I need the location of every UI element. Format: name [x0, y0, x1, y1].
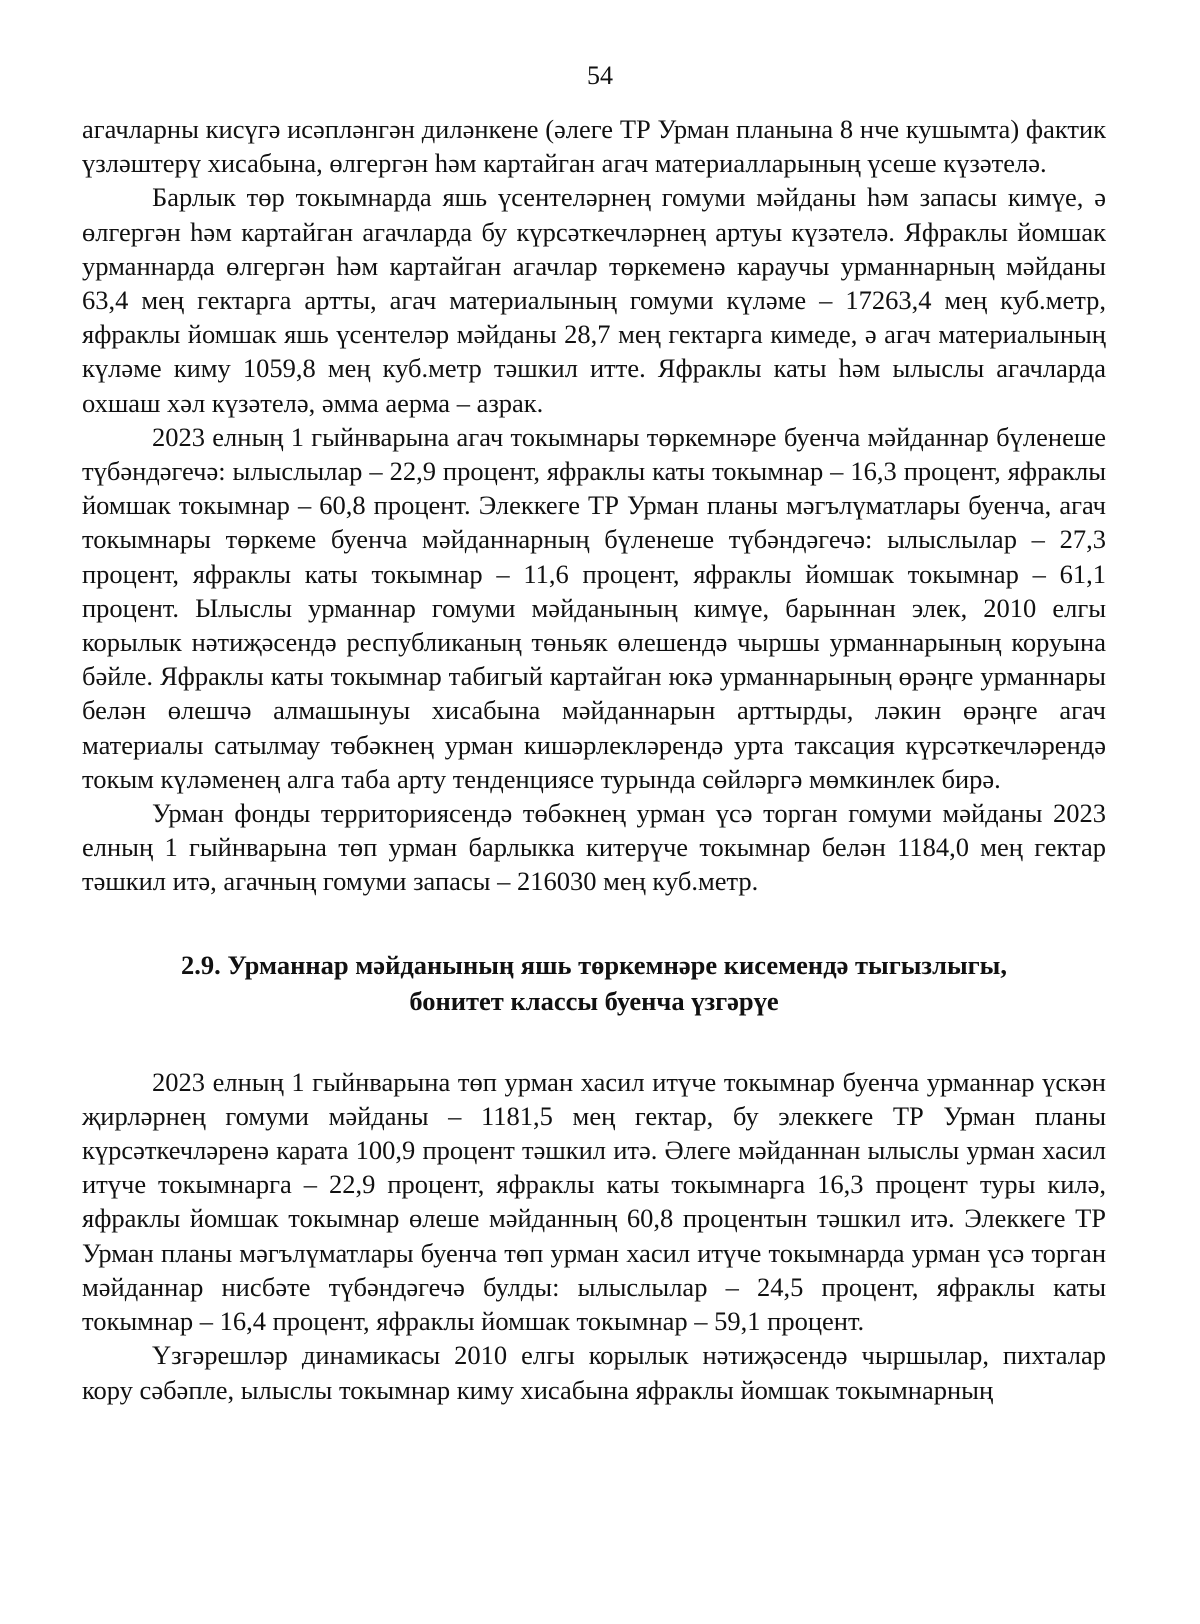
paragraph: Үзгәрешләр динамикасы 2010 елгы корылык нәтиҗәсендә чыршылар, пихталар кору сәбәпле, ылыслы токымнар киму хисабына яфраклы йомшак токымнарның	[82, 1340, 1106, 1405]
section-heading-line: бонитет классы буенча үзгәрүе	[409, 985, 779, 1016]
paragraph: 2023 елның 1 гыйнварына агач токымнары төркемнәре буенча мәйданнар бүленеше түбәндәгечә: ылыслылар – 22,9 процент, яфраклы каты токымнар – 16,3 процент, яфраклы йомшак токымнар – 60,8 процент. Элеккеге ТР Урман планы мәгълүматлары буенча, агач токымнары төркеме буенча мәйданнарның бүленеше түбәндәгечә: ылыслылар – 27,3 процент, яфраклы каты токымнар – 11,6 процент, яфраклы йомшак токымнар – 61,1 процент. Ылыслы урманнар гомуми мәйданының кимүе, барыннан элек, 2010 елгы корылык нәтиҗәсендә республиканың төньяк өлешендә чыршы урманнарының коруына бәйле. Яфраклы каты токымнар табигый картайган юкә урманнарының өрәңге урманнары белән өлешчә алмашынуы хисабына мәйданнарын арттырды, ләкин өрәңге агач материалы сатылмау төбәкнең урман кишәрлекләрендә урта таксация күрсәткечләрендә токым күләменең алга таба арту тенденциясе турында сөйләргә мөмкинлек бирә.	[82, 421, 1106, 794]
section-heading	[82, 947, 1106, 1019]
paragraph: 2023 елның 1 гыйнварына төп урман хасил итүче токымнар буенча урманнар үскән җирләрнең гомуми мәйданы – 1181,5 мең гектар, бу элеккеге ТР Урман планы күрсәткечләренә карата 100,9 процент тәшкил итә. Әлеге мәйданнан ылыслы урман хасил итүче токымнарга – 22,9 процент, яфраклы каты токымнарга 16,3 процент туры килә, яфраклы йомшак токымнар өлеше мәйданның 60,8 процентын тәшкил итә. Элеккеге ТР Урман планы мәгълүматлары буенча төп урман хасил итүче токымнарда урман үсә торган мәйданнар нисбәте түбәндәгечә булды: ылыслылар – 24,5 процент, яфраклы каты токымнар – 16,4 процент, яфраклы йомшак токымнар – 59,1 процент.	[82, 1066, 1106, 1337]
paragraph: Урман фонды территориясендә төбәкнең урман үсә торган гомуми мәйданы 2023 елның 1 гыйнварына төп урман барлыкка китерүче токымнар белән 1184,0 мең гектар тәшкил итә, агачның гомуми запасы – 216030 мең куб.метр.	[82, 798, 1106, 897]
paragraph: Барлык төр токымнарда яшь үсентеләрнең гомуми мәйданы һәм запасы кимүе, ә өлгергән һәм картайган агачларда бу күрсәткечләрнең артуы күзәтелә. Яфраклы йомшак урманнарда өлгергән һәм картайган агачлар төркеменә караучы урманнарның мәйданы 63,4 мең гектарга артты, агач материалының гомуми күләме – 17263,4 мең куб.метр, яфраклы йомшак яшь үсентеләр мәйданы 28,7 мең гектарга кимеде, ә агач материалының күләме киму 1059,8 мең куб.метр тәшкил итте. Яфраклы каты һәм ылыслы агачларда охшаш хәл күзәтелә, әмма аерма – азрак.	[82, 182, 1106, 418]
section-heading-line: 2.9. Урманнар мәйданының яшь төркемнәре кисемендә тыгызлыгы,	[181, 949, 1007, 980]
paragraph: агачларны кисүгә исәпләнгән диләнкене (әлеге ТР Урман планына 8 нче кушымта) фактик үзләштерү хисабына, өлгергән һәм картайган агач материалларының үсеше күзәтелә.	[82, 114, 1106, 179]
page-number: 54	[587, 61, 613, 90]
page-body	[82, 112, 1106, 1407]
